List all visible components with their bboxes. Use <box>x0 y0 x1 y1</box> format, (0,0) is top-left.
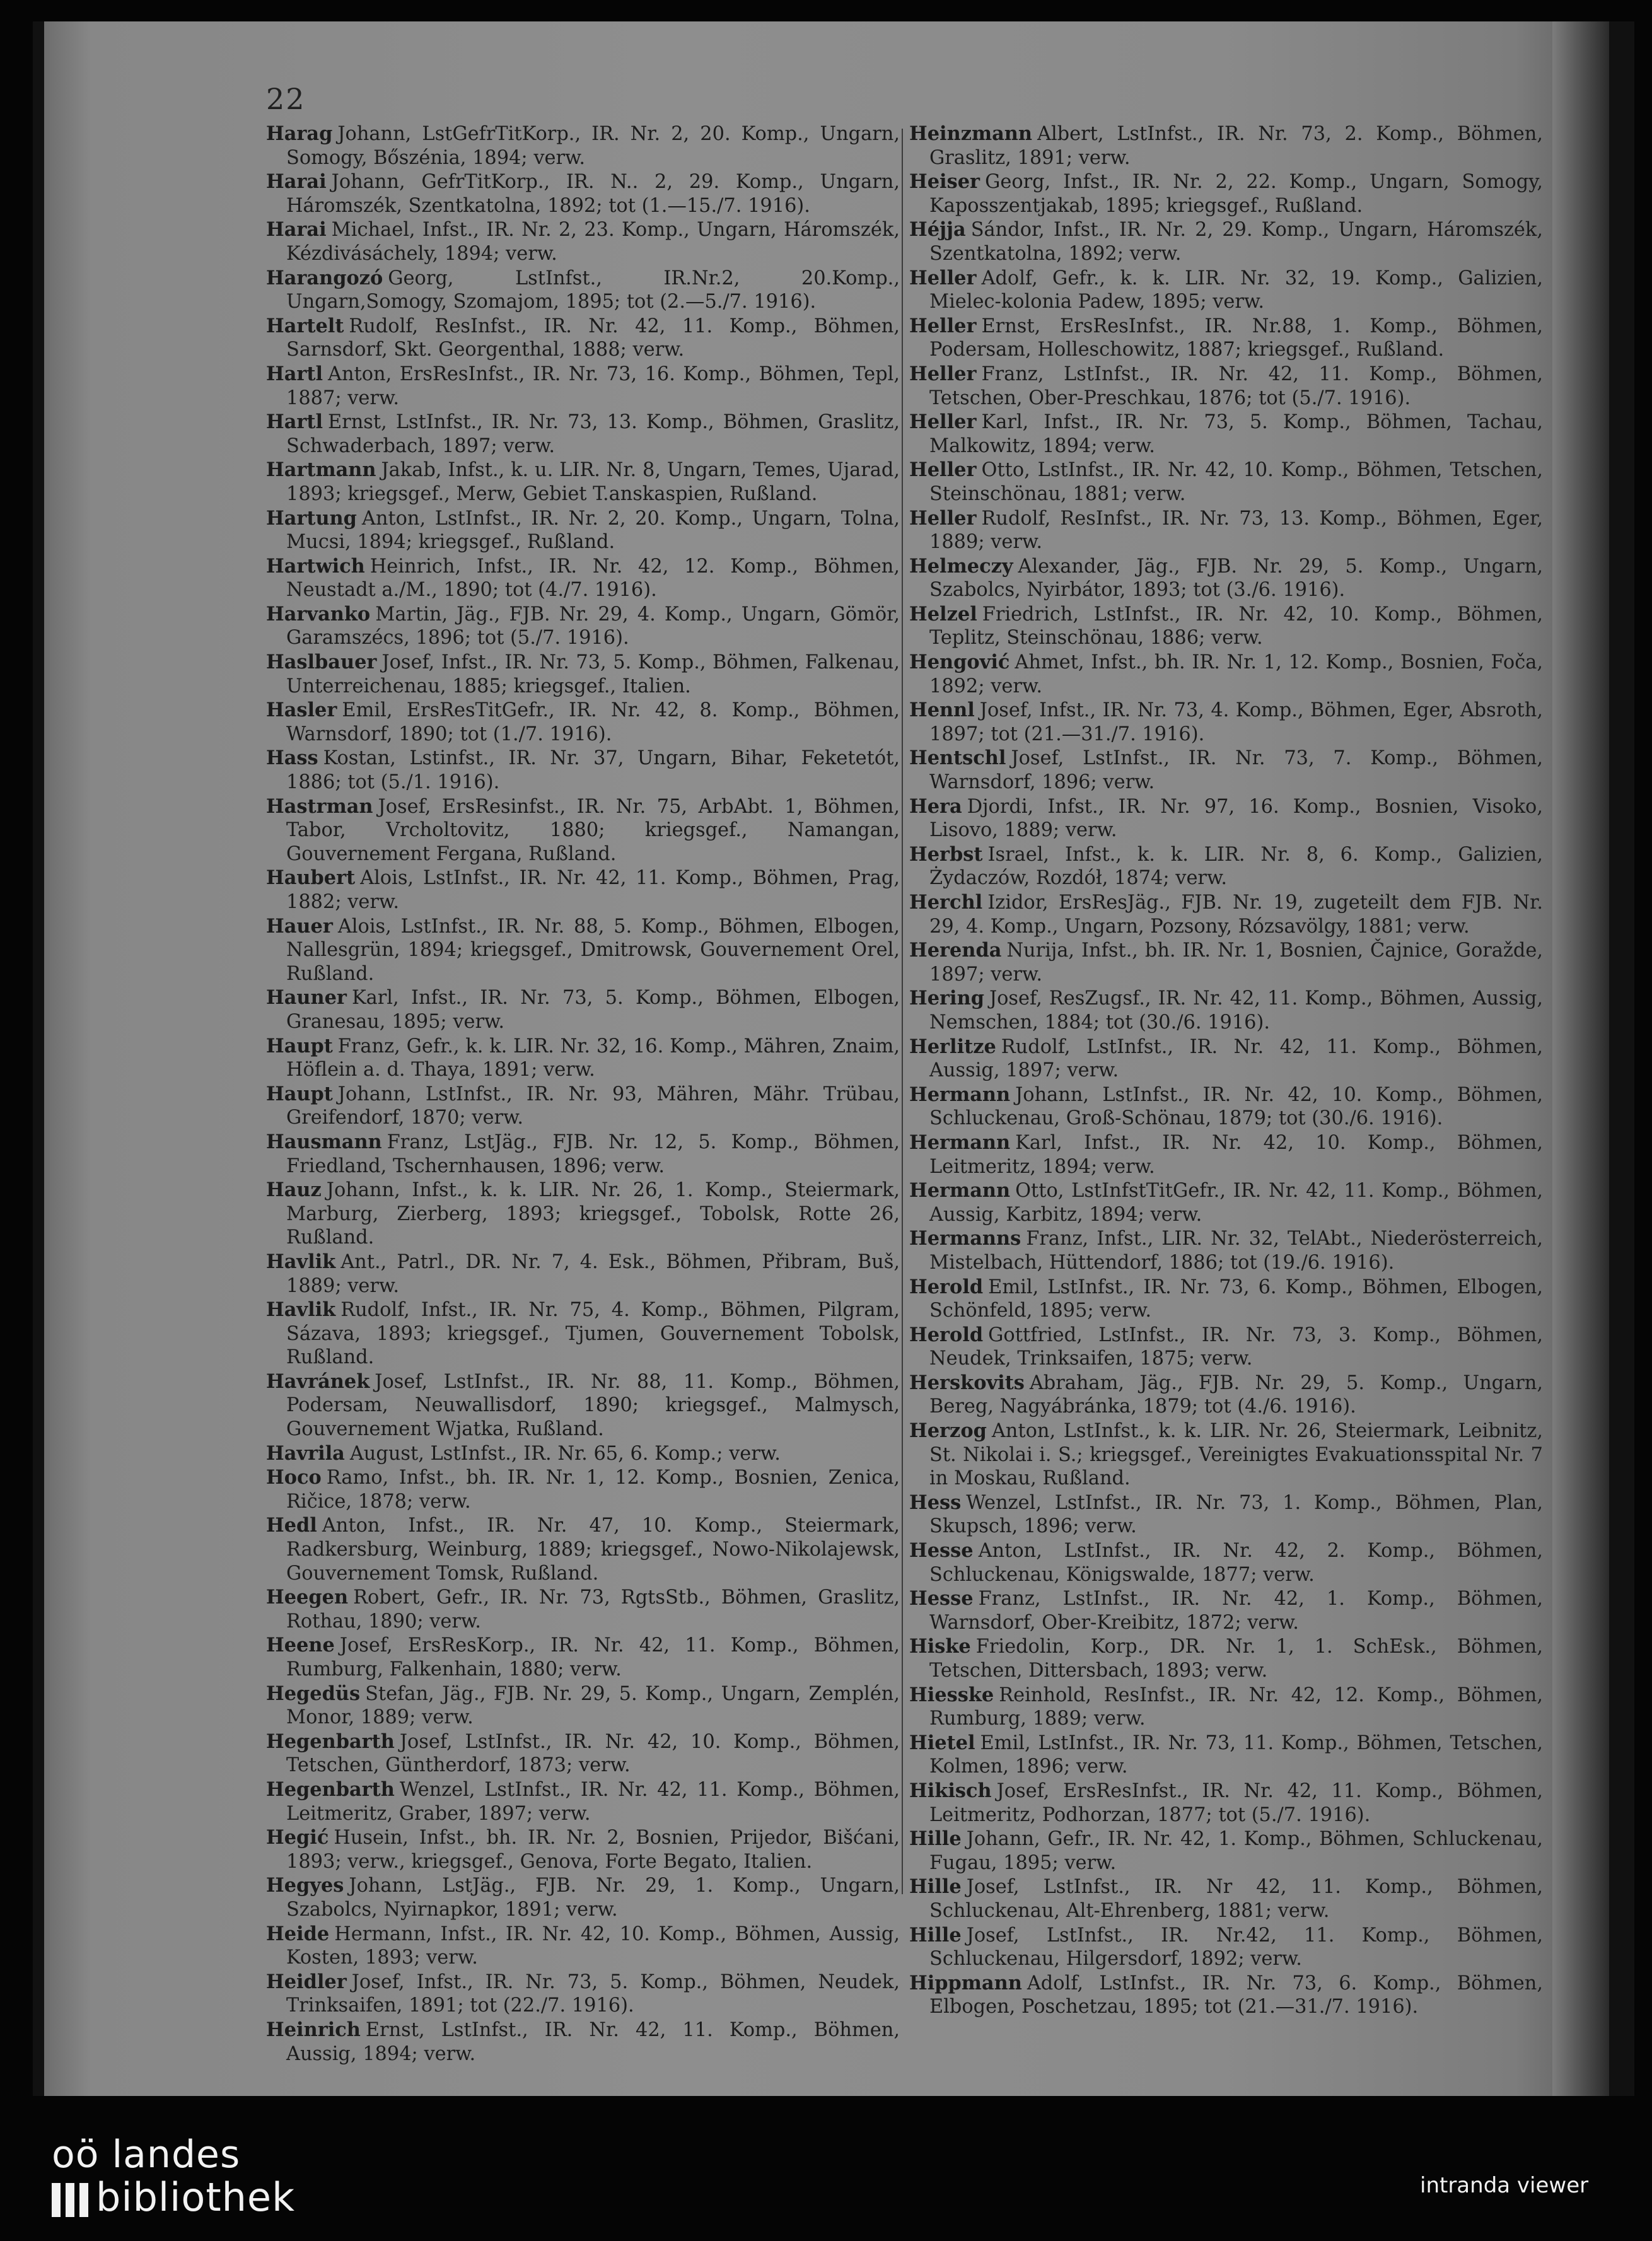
register-entry <box>266 1179 900 1250</box>
entry-surname: Heller <box>909 266 977 289</box>
register-entry <box>266 267 900 314</box>
entry-details: Friedrich, LstInfst., IR. Nr. 42, 10. Komp., Böhmen, Teplitz, Steinschönau, 1886; verw. <box>929 603 1543 649</box>
entry-surname: Heidler <box>266 1970 347 1993</box>
register-entry <box>266 170 900 218</box>
entry-details: Rudolf, ResInfst., IR. Nr. 42, 11. Komp., Böhmen, Sarnsdorf, Skt. Georgenthal, 1888; verw. <box>286 315 900 361</box>
register-entry <box>266 218 900 265</box>
entry-surname: Hiske <box>909 1635 971 1658</box>
register-entry <box>266 1586 900 1633</box>
entry-details: Josef, ErsResInfst., IR. Nr. 42, 11. Komp., Böhmen, Leitmeritz, Podhorzan, 1877; tot (5./7. 1916). <box>929 1779 1543 1826</box>
register-entry <box>909 699 1543 746</box>
register-entry <box>909 1587 1543 1634</box>
entry-surname: Hippmann <box>909 1971 1022 1994</box>
entry-surname: Hermann <box>909 1083 1011 1106</box>
library-logo-line2: bibliothek <box>96 2174 295 2220</box>
entry-details: Abraham, Jäg., FJB. Nr. 29, 5. Komp., Ungarn, Bereg, Nagyábránka, 1879; tot (4./6. 1916). <box>929 1371 1543 1418</box>
right-column <box>909 122 1543 2020</box>
register-entry <box>266 1874 900 1921</box>
register-entry <box>909 1924 1543 1971</box>
entry-details: Emil, ErsResTitGefr., IR. Nr. 42, 8. Komp., Böhmen, Warnsdorf, 1890; tot (1./7. 1916). <box>286 699 900 745</box>
register-entry <box>909 1131 1543 1179</box>
register-entry <box>266 1923 900 1970</box>
entry-surname: Herbst <box>909 842 983 866</box>
entry-details: Hermann, Infst., IR. Nr. 42, 10. Komp., Böhmen, Aussig, Kosten, 1893; verw. <box>286 1923 900 1969</box>
entry-surname: Herold <box>909 1323 984 1346</box>
register-entry <box>909 458 1543 506</box>
entry-surname: Hausmann <box>266 1130 382 1153</box>
entry-surname: Hartmann <box>266 458 376 482</box>
entry-details: Djordi, Infst., IR. Nr. 97, 16. Komp., Bosnien, Visoko, Lisovo, 1889; verw. <box>929 795 1543 842</box>
register-entry <box>909 1635 1543 1682</box>
register-entry <box>266 1035 900 1082</box>
entry-details: Karl, Infst., IR. Nr. 73, 5. Komp., Böhmen, Tachau, Malkowitz, 1894; verw. <box>929 411 1543 457</box>
register-entry <box>909 1083 1543 1131</box>
entry-details: Josef, LstInfst., IR. Nr 42, 11. Komp., Böhmen, Schluckenau, Alt-Ehrenberg, 1881; verw. <box>929 1876 1543 1922</box>
register-entry <box>266 1298 900 1370</box>
entry-surname: Haupt <box>266 1034 333 1057</box>
entry-details: Anton, ErsResInfst., IR. Nr. 73, 16. Komp., Böhmen, Tepl, 1887; verw. <box>286 363 900 409</box>
entry-details: Josef, LstInfst., IR. Nr.42, 11. Komp., Böhmen, Schluckenau, Hilgersdorf, 1892; verw. <box>929 1924 1543 1970</box>
entry-surname: Helzel <box>909 602 977 626</box>
entry-details: Rudolf, ResInfst., IR. Nr. 73, 13. Komp., Böhmen, Eger, 1889; verw. <box>929 507 1543 554</box>
entry-surname: Havránek <box>266 1370 370 1393</box>
entry-surname: Hermanns <box>909 1227 1021 1250</box>
register-entry <box>909 218 1543 265</box>
register-entry <box>909 1419 1543 1491</box>
entry-surname: Hera <box>909 795 962 818</box>
entry-details: Georg, LstInfst., IR.Nr.2, 20.Komp., Ungarn,Somogy, Szomajom, 1895; tot (2.—5./7. 1916). <box>286 267 900 313</box>
entry-details: Emil, LstInfst., IR. Nr. 73, 11. Komp., Böhmen, Tetschen, Kolmen, 1896; verw. <box>929 1732 1543 1778</box>
entry-details: Rudolf, LstInfst., IR. Nr. 42, 11. Komp., Böhmen, Aussig, 1897; verw. <box>929 1035 1543 1082</box>
entry-surname: Hauner <box>266 986 347 1010</box>
register-entry <box>909 1827 1543 1875</box>
entry-surname: Hikisch <box>909 1779 992 1802</box>
entry-surname: Heinrich <box>266 2018 361 2041</box>
entry-surname: Helmeczy <box>909 554 1013 578</box>
entry-surname: Hesse <box>909 1587 974 1610</box>
entry-surname: Havlik <box>266 1298 336 1322</box>
register-entry <box>909 651 1543 698</box>
entry-details: Jakab, Infst., k. u. LIR. Nr. 8, Ungarn, Temes, Ujarad, 1893; kriegsgef., Merw, Gebiet T.anskaspien, Rußland. <box>286 459 900 505</box>
entry-surname: Heller <box>909 506 977 530</box>
entry-surname: Harangozó <box>266 266 383 289</box>
register-entry <box>909 1875 1543 1923</box>
entry-details: Albert, LstInfst., IR. Nr. 73, 2. Komp., Böhmen, Graslitz, 1891; verw. <box>929 123 1543 169</box>
entry-surname: Hille <box>909 1875 962 1899</box>
library-logo-bars-icon <box>52 2183 88 2217</box>
entry-details: Martin, Jäg., FJB. Nr. 29, 4. Komp., Ungarn, Gömör, Garamszécs, 1896; tot (5./7. 1916). <box>286 603 900 649</box>
entry-surname: Haupt <box>266 1082 333 1105</box>
entry-details: Stefan, Jäg., FJB. Nr. 29, 5. Komp., Ungarn, Zemplén, Monor, 1889; verw. <box>286 1682 900 1729</box>
entry-surname: Herchl <box>909 891 983 914</box>
entry-details: Johann, LstJäg., FJB. Nr. 29, 1. Komp., Ungarn, Szabolcs, Nyirnapkor, 1891; verw. <box>286 1875 900 1921</box>
entry-surname: Hauz <box>266 1179 322 1202</box>
entry-surname: Herskovits <box>909 1371 1025 1394</box>
entry-surname: Hentschl <box>909 747 1006 770</box>
register-entry <box>909 1684 1543 1731</box>
register-entry <box>266 458 900 506</box>
entry-surname: Heide <box>266 1922 330 1945</box>
entry-surname: Hering <box>909 987 984 1010</box>
entry-details: Franz, LstJäg., FJB. Nr. 12, 5. Komp., Böhmen, Friedland, Tschernhausen, 1896; verw. <box>286 1131 900 1177</box>
entry-details: Husein, Infst., bh. IR. Nr. 2, Bosnien, Prijedor, Bišćani, 1893; verw., kriegsgef., Genova, Forte Begato, Italien. <box>286 1827 900 1873</box>
register-entry <box>266 1250 900 1298</box>
register-entry <box>266 1466 900 1513</box>
entry-surname: Heller <box>909 458 977 482</box>
register-entry <box>266 795 900 866</box>
register-entry <box>266 986 900 1033</box>
register-entry <box>909 1972 1543 2019</box>
entry-details: Karl, Infst., IR. Nr. 73, 5. Komp., Böhmen, Elbogen, Granesau, 1895; verw. <box>286 987 900 1033</box>
register-entry <box>909 410 1543 458</box>
register-entry <box>266 122 900 170</box>
page-number: 22 <box>266 82 306 116</box>
register-entry <box>266 1730 900 1778</box>
entry-details: Johann, LstInfst., IR. Nr. 42, 10. Komp., Böhmen, Schluckenau, Groß-Schönau, 1879; tot (30./6. 1916). <box>929 1083 1543 1130</box>
entry-surname: Hess <box>909 1491 962 1514</box>
register-entry <box>909 1491 1543 1539</box>
register-entry <box>266 1778 900 1825</box>
register-entry <box>266 1634 900 1681</box>
entry-surname: Hartelt <box>266 314 344 337</box>
entry-surname: Hesse <box>909 1539 974 1563</box>
entry-details: Georg, Infst., IR. Nr. 2, 22. Komp., Ungarn, Somogy, Kaposszentjakab, 1895; kriegsgef., Rußland. <box>929 171 1543 217</box>
register-entry <box>266 1682 900 1730</box>
entry-details: Josef, ResZugsf., IR. Nr. 42, 11. Komp., Böhmen, Aussig, Nemschen, 1884; tot (30./6. 1916). <box>929 987 1543 1033</box>
entry-details: Rudolf, Infst., IR. Nr. 75, 4. Komp., Böhmen, Pilgram, Sázava, 1893; kriegsgef., Tjumen, Gouvernement Tobolsk, Rußland. <box>286 1299 900 1369</box>
entry-details: Reinhold, ResInfst., IR. Nr. 42, 12. Komp., Böhmen, Rumburg, 1889; verw. <box>929 1684 1543 1730</box>
entry-surname: Hiesske <box>909 1683 994 1706</box>
entry-details: Ernst, LstInfst., IR. Nr. 42, 11. Komp., Böhmen, Aussig, 1894; verw. <box>286 2018 900 2065</box>
entry-details: Franz, LstInfst., IR. Nr. 42, 11. Komp., Böhmen, Tetschen, Ober-Preschkau, 1876; tot (5./7. 1916). <box>929 363 1543 409</box>
column-divider <box>902 129 903 1894</box>
register-entry <box>266 2018 900 2066</box>
entry-details: Nurija, Infst., bh. IR. Nr. 1, Bosnien, Čajnice, Goražde, 1897; verw. <box>929 940 1543 986</box>
entry-surname: Heene <box>266 1634 335 1657</box>
entry-details: Friedolin, Korp., DR. Nr. 1, 1. SchEsk., Böhmen, Tetschen, Dittersbach, 1893; verw. <box>929 1636 1543 1682</box>
register-entry <box>266 1083 900 1130</box>
entry-details: Johann, Gefr., IR. Nr. 42, 1. Komp., Böhmen, Schluckenau, Fugau, 1895; verw. <box>929 1828 1543 1874</box>
entry-surname: Harag <box>266 122 333 145</box>
entry-details: Ernst, LstInfst., IR. Nr. 73, 13. Komp., Böhmen, Graslitz, Schwaderbach, 1897; verw. <box>286 411 900 457</box>
register-entry <box>266 1826 900 1873</box>
register-entry <box>909 843 1543 890</box>
register-entry <box>909 1779 1543 1827</box>
entry-details: Josef, ErsResinfst., IR. Nr. 75, ArbAbt. 1, Böhmen, Tabor, Vrcholtovitz, 1880; kriegsgef., Namangan, Gouvernement Fergana, Rußland. <box>286 795 900 865</box>
entry-surname: Hartl <box>266 362 323 385</box>
register-entry <box>266 603 900 650</box>
entry-details: Josef, LstInfst., IR. Nr. 73, 7. Komp., Böhmen, Warnsdorf, 1896; verw. <box>929 747 1543 794</box>
entry-details: Anton, LstInfst., k. k. LIR. Nr. 26, Steiermark, Leibnitz, St. Nikolai i. S.; kriegsgef., Vereinigtes Evakuationsspital Nr. 7 in Moskau, Rußland. <box>929 1420 1543 1490</box>
entry-details: Ahmet, Infst., bh. IR. Nr. 1, 12. Komp., Bosnien, Foča, 1892; verw. <box>929 651 1543 697</box>
entry-details: Gottfried, LstInfst., IR. Nr. 73, 3. Komp., Böhmen, Neudek, Trinksaifen, 1875; verw. <box>929 1324 1543 1370</box>
entry-details: Sándor, Infst., IR. Nr. 2, 29. Komp., Ungarn, Háromszék, Szentkatolna, 1892; verw. <box>929 219 1543 265</box>
scanned-page-frame <box>33 21 1634 2096</box>
register-entry <box>266 1514 900 1585</box>
register-entry <box>909 891 1543 938</box>
entry-details: Adolf, Gefr., k. k. LIR. Nr. 32, 19. Komp., Galizien, Mielec-kolonia Padew, 1895; verw. <box>929 267 1543 313</box>
entry-details: Robert, Gefr., IR. Nr. 73, RgtsStb., Böhmen, Graslitz, Rothau, 1890; verw. <box>286 1586 900 1633</box>
entry-surname: Harai <box>266 218 327 242</box>
entry-surname: Hartung <box>266 506 357 530</box>
entry-details: Anton, Infst., IR. Nr. 47, 10. Komp., Steiermark, Radkersburg, Weinburg, 1889; kriegsgef., Nowo-Nikolajewsk, Gouvernement Tomsk, Rußland. <box>286 1515 900 1585</box>
register-entry <box>909 1324 1543 1371</box>
entry-details: Otto, LstInfst., IR. Nr. 42, 10. Komp., Böhmen, Tetschen, Steinschönau, 1881; verw. <box>929 459 1543 505</box>
entry-surname: Herzog <box>909 1419 987 1443</box>
entry-details: Josef, Infst., IR. Nr. 73, 5. Komp., Böhmen, Neudek, Trinksaifen, 1891; tot (22./7. 1916). <box>286 1970 900 2017</box>
register-entry <box>909 603 1543 650</box>
register-entry <box>266 507 900 554</box>
entry-surname: Hegedüs <box>266 1682 361 1705</box>
entry-details: Alois, LstInfst., IR. Nr. 88, 5. Komp., Böhmen, Elbogen, Nallesgrün, 1894; kriegsgef., Dmitrowsk, Gouvernement Orel, Rußland. <box>286 915 900 985</box>
entry-details: Josef, Infst., IR. Nr. 73, 4. Komp., Böhmen, Eger, Absroth, 1897; tot (21.—31./7. 1916). <box>929 699 1543 745</box>
register-entry <box>909 1179 1543 1226</box>
entry-details: Johann, LstGefrTitKorp., IR. Nr. 2, 20. Komp., Ungarn, Somogy, Bőszénia, 1894; verw. <box>286 123 900 169</box>
entry-surname: Hennl <box>909 699 975 722</box>
register-entry <box>909 747 1543 794</box>
entry-surname: Havlik <box>266 1250 336 1273</box>
entry-details: Ramo, Infst., bh. IR. Nr. 1, 12. Komp., Bosnien, Zenica, Ričice, 1878; verw. <box>286 1467 900 1513</box>
register-entry <box>909 1276 1543 1323</box>
register-entry <box>266 1970 900 2018</box>
register-entry <box>909 122 1543 170</box>
entry-details: Adolf, LstInfst., IR. Nr. 73, 6. Komp., Böhmen, Elbogen, Poschetzau, 1895; tot (21.—31./7. 1916). <box>929 1972 1543 2018</box>
entry-details: Israel, Infst., k. k. LIR. Nr. 8, 6. Komp., Galizien, Żydaczów, Rozdół, 1874; verw. <box>929 843 1543 890</box>
entry-details: Franz, Gefr., k. k. LIR. Nr. 32, 16. Komp., Mähren, Znaim, Höflein a. d. Thaya, 1891; verw. <box>286 1035 900 1081</box>
entry-details: Franz, LstInfst., IR. Nr. 42, 1. Komp., Böhmen, Warnsdorf, Ober-Kreibitz, 1872; verw. <box>929 1588 1543 1634</box>
entry-surname: Heller <box>909 314 977 337</box>
register-entry <box>909 507 1543 554</box>
entry-surname: Hedl <box>266 1514 317 1537</box>
register-entry <box>909 555 1543 602</box>
entry-surname: Hasler <box>266 699 337 722</box>
entry-details: Alois, LstInfst., IR. Nr. 42, 11. Komp., Böhmen, Prag, 1882; verw. <box>286 867 900 913</box>
entry-details: Wenzel, LstInfst., IR. Nr. 42, 11. Komp., Böhmen, Leitmeritz, Graber, 1897; verw. <box>286 1778 900 1825</box>
entry-surname: Hermann <box>909 1131 1011 1154</box>
entry-details: Wenzel, LstInfst., IR. Nr. 73, 1. Komp., Böhmen, Plan, Skupsch, 1896; verw. <box>929 1491 1543 1538</box>
entry-surname: Hoco <box>266 1466 322 1489</box>
register-entry <box>909 1227 1543 1274</box>
entry-surname: Hartwich <box>266 554 365 578</box>
entry-details: Josef, LstInfst., IR. Nr. 88, 11. Komp., Böhmen, Podersam, Neuwallisdorf, 1890; kriegsgef., Malmysch, Gouvernement Wjatka, Rußland. <box>286 1370 900 1441</box>
entry-surname: Haubert <box>266 866 356 890</box>
entry-details: Josef, Infst., IR. Nr. 73, 5. Komp., Böhmen, Falkenau, Unterreichenau, 1885; kriegsgef., Italien. <box>286 651 900 697</box>
register-entry <box>909 1371 1543 1419</box>
entry-details: Alexander, Jäg., FJB. Nr. 29, 5. Komp., Ungarn, Szabolcs, Nyirbátor, 1893; tot (3./6. 1916). <box>929 555 1543 602</box>
register-entry <box>266 1370 900 1441</box>
register-entry <box>266 651 900 698</box>
entry-surname: Hille <box>909 1827 962 1851</box>
entry-surname: Harai <box>266 170 327 194</box>
entry-surname: Heiser <box>909 170 980 194</box>
entry-details: Izidor, ErsResJäg., FJB. Nr. 19, zugeteilt dem FJB. Nr. 29, 4. Komp., Ungarn, Pozsony, Rózsavölgy, 1881; verw. <box>929 892 1543 938</box>
entry-surname: Hegyes <box>266 1874 344 1897</box>
entry-details: Otto, LstInfstTitGefr., IR. Nr. 42, 11. Komp., Böhmen, Aussig, Karbitz, 1894; verw. <box>929 1180 1543 1226</box>
entry-surname: Heinzmann <box>909 122 1032 145</box>
register-entry <box>266 363 900 410</box>
entry-surname: Herlitze <box>909 1035 996 1058</box>
entry-details: Johann, LstInfst., IR. Nr. 93, Mähren, Mähr. Trübau, Greifendorf, 1870; verw. <box>286 1083 900 1129</box>
register-entry <box>909 987 1543 1034</box>
register-entry <box>909 795 1543 842</box>
register-entry <box>909 363 1543 410</box>
register-entry <box>266 315 900 362</box>
entry-details: Heinrich, Infst., IR. Nr. 42, 12. Komp., Böhmen, Neustadt a./M., 1890; tot (4./7. 1916). <box>286 555 900 602</box>
entry-surname: Hastrman <box>266 795 373 818</box>
page-edge-shadow <box>1552 21 1609 2096</box>
register-entry <box>909 267 1543 314</box>
entry-details: Ernst, ErsResInfst., IR. Nr.88, 1. Komp., Böhmen, Podersam, Holleschowitz, 1887; kriegsgef., Rußland. <box>929 315 1543 361</box>
viewer-label: intranda viewer <box>1420 2173 1589 2198</box>
entry-details: Johann, GefrTitKorp., IR. N.. 2, 29. Komp., Ungarn, Háromszék, Szentkatolna, 1892; tot (1.—15./7. 1916). <box>286 171 900 217</box>
entry-surname: Heller <box>909 362 977 385</box>
register-entry <box>909 1732 1543 1779</box>
entry-details: Johann, Infst., k. k. LIR. Nr. 26, 1. Komp., Steiermark, Marburg, Zierberg, 1893; kriegsgef., Tobolsk, Rotte 26, Rußland. <box>286 1179 900 1249</box>
entry-details: Emil, LstInfst., IR. Nr. 73, 6. Komp., Böhmen, Elbogen, Schönfeld, 1895; verw. <box>929 1276 1543 1322</box>
register-entry <box>266 915 900 986</box>
entry-details: Ant., Patrl., DR. Nr. 7, 4. Esk., Böhmen, Přibram, Buš, 1889; verw. <box>286 1250 900 1297</box>
register-entry <box>266 1131 900 1178</box>
register-entry <box>909 315 1543 362</box>
entry-surname: Hermann <box>909 1179 1011 1202</box>
entry-surname: Héjja <box>909 218 966 242</box>
entry-surname: Harvanko <box>266 602 371 626</box>
entry-surname: Herold <box>909 1275 984 1298</box>
register-entry <box>909 170 1543 218</box>
left-column <box>266 122 900 2066</box>
register-entry <box>266 866 900 914</box>
entry-surname: Hass <box>266 747 318 770</box>
entry-surname: Hille <box>909 1923 962 1947</box>
register-entry <box>909 1539 1543 1586</box>
entry-surname: Hegić <box>266 1826 329 1849</box>
register-entry <box>266 410 900 458</box>
register-entry <box>909 939 1543 986</box>
entry-details: Anton, LstInfst., IR. Nr. 2, 20. Komp., Ungarn, Tolna, Mucsi, 1894; kriegsgef., Rußland. <box>286 507 900 554</box>
register-entry <box>266 747 900 794</box>
entry-details: Kostan, Lstinfst., IR. Nr. 37, Ungarn, Bihar, Feketetót, 1886; tot (5./1. 1916). <box>286 747 900 794</box>
entry-surname: Heegen <box>266 1586 349 1609</box>
entry-surname: Hauer <box>266 914 333 938</box>
library-logo-line1: oö landes <box>52 2133 241 2177</box>
entry-details: Josef, LstInfst., IR. Nr. 42, 10. Komp., Böhmen, Tetschen, Güntherdorf, 1873; verw. <box>286 1730 900 1777</box>
entry-surname: Hietel <box>909 1731 975 1754</box>
entry-surname: Hengović <box>909 651 1010 674</box>
entry-details: Franz, Infst., LIR. Nr. 32, TelAbt., Niederösterreich, Mistelbach, Hüttendorf, 1886; tot (19./6. 1916). <box>929 1228 1543 1274</box>
entry-details: Anton, LstInfst., IR. Nr. 42, 2. Komp., Böhmen, Schluckenau, Königswalde, 1877; verw. <box>929 1540 1543 1586</box>
entry-surname: Heller <box>909 410 977 434</box>
entry-details: August, LstInfst., IR. Nr. 65, 6. Komp.; verw. <box>349 1442 781 1465</box>
entry-details: Karl, Infst., IR. Nr. 42, 10. Komp., Böhmen, Leitmeritz, 1894; verw. <box>929 1131 1543 1178</box>
entry-surname: Havrila <box>266 1441 345 1465</box>
register-entry <box>266 555 900 602</box>
entry-surname: Haslbauer <box>266 651 377 674</box>
register-entry <box>266 699 900 746</box>
register-entry <box>266 1442 900 1466</box>
register-entry <box>909 1035 1543 1083</box>
entry-surname: Hartl <box>266 410 323 434</box>
entry-surname: Hegenbarth <box>266 1778 395 1801</box>
entry-surname: Herenda <box>909 939 1002 962</box>
entry-surname: Hegenbarth <box>266 1730 395 1753</box>
entry-details: Michael, Infst., IR. Nr. 2, 23. Komp., Ungarn, Háromszék, Kézdivásáchely, 1894; verw. <box>286 219 900 265</box>
entry-details: Josef, ErsResKorp., IR. Nr. 42, 11. Komp., Böhmen, Rumburg, Falkenhain, 1880; verw. <box>286 1634 900 1680</box>
